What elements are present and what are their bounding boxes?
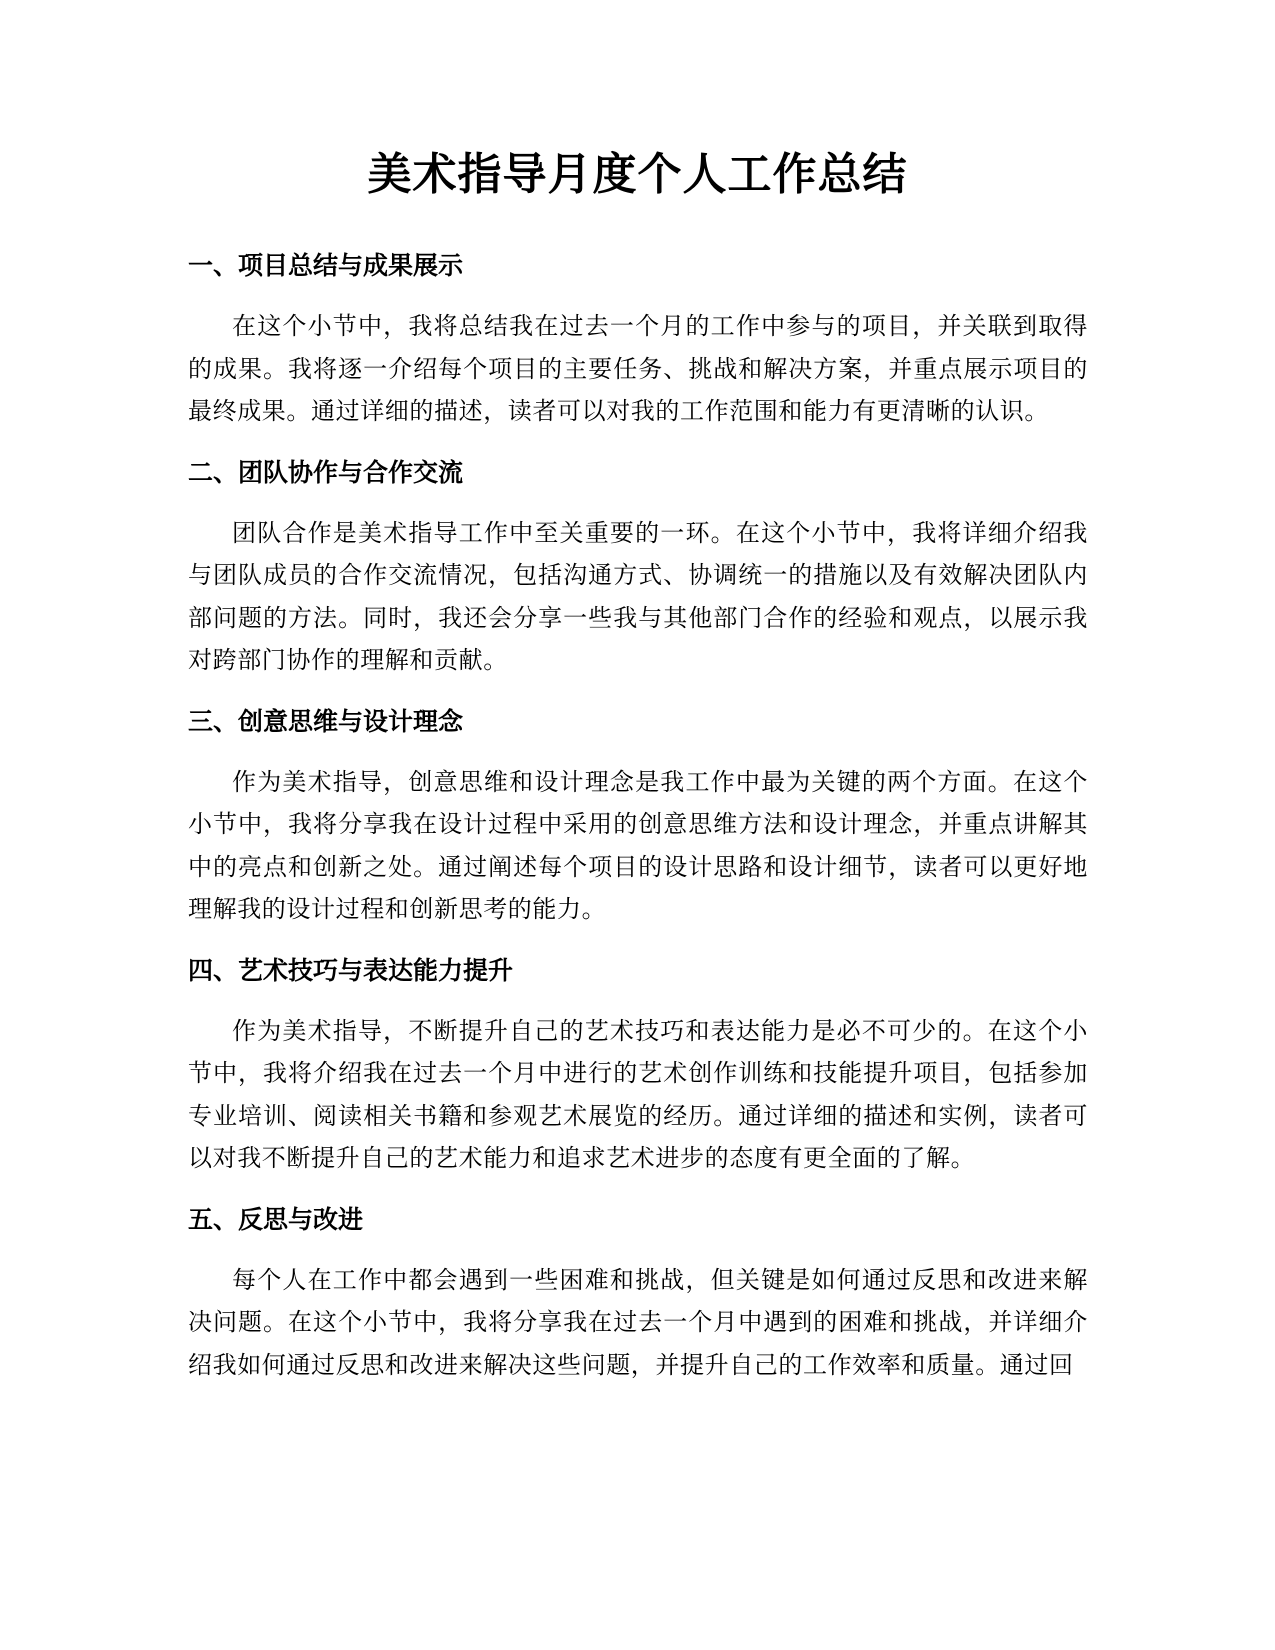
section-body: 每个人在工作中都会遇到一些困难和挑战，但关键是如何通过反思和改进来解决问题。在这个小节中，我将分享我在过去一个月中遇到的困难和挑战，并详细介绍我如何通过反思和改进来解决这些问题，并提升自己的工作效率和质量。通过回	[188, 1265, 1088, 1379]
section-art-skills	[188, 953, 1088, 1180]
section-project-summary	[188, 248, 1088, 433]
section-body: 在这个小节中，我将总结我在过去一个月的工作中参与的项目，并关联到取得的成果。我将逐一介绍每个项目的主要任务、挑战和解决方案，并重点展示项目的最终成果。通过详细的描述，读者可以对我的工作范围和能力有更清晰的认识。	[188, 312, 1088, 425]
section-heading: 四、艺术技巧与表达能力提升	[188, 955, 514, 985]
section-body: 团队合作是美术指导工作中至关重要的一环。在这个小节中，我将详细介绍我与团队成员的合作交流情况，包括沟通方式、协调统一的措施以及有效解决团队内部问题的方法。同时，我还会分享一些我与其他部门合作的经验和观点，以展示我对跨部门协作的理解和贡献。	[188, 518, 1088, 674]
section-team-collaboration	[188, 455, 1088, 682]
document-content	[188, 248, 1088, 1408]
section-heading: 三、创意思维与设计理念	[188, 706, 464, 736]
section-body: 作为美术指导，不断提升自己的艺术技巧和表达能力是必不可少的。在这个小节中，我将介绍我在过去一个月中进行的艺术创作训练和技能提升项目，包括参加专业培训、阅读相关书籍和参观艺术展览的经历。通过详细的描述和实例，读者可以对我不断提升自己的艺术能力和追求艺术进步的态度有更全面的了解。	[188, 1016, 1088, 1172]
section-reflection	[188, 1202, 1088, 1387]
section-heading: 一、项目总结与成果展示	[188, 251, 464, 280]
section-heading: 二、团队协作与合作交流	[188, 457, 464, 487]
section-heading: 五、反思与改进	[188, 1204, 364, 1234]
section-creative-thinking	[188, 704, 1088, 931]
document-title: 美术指导月度个人工作总结	[367, 149, 908, 200]
section-body: 作为美术指导，创意思维和设计理念是我工作中最为关键的两个方面。在这个小节中，我将分享我在设计过程中采用的创意思维方法和设计理念，并重点讲解其中的亮点和创新之处。通过阐述每个项目的设计思路和设计细节，读者可以更好地理解我的设计过程和创新思考的能力。	[188, 767, 1088, 923]
